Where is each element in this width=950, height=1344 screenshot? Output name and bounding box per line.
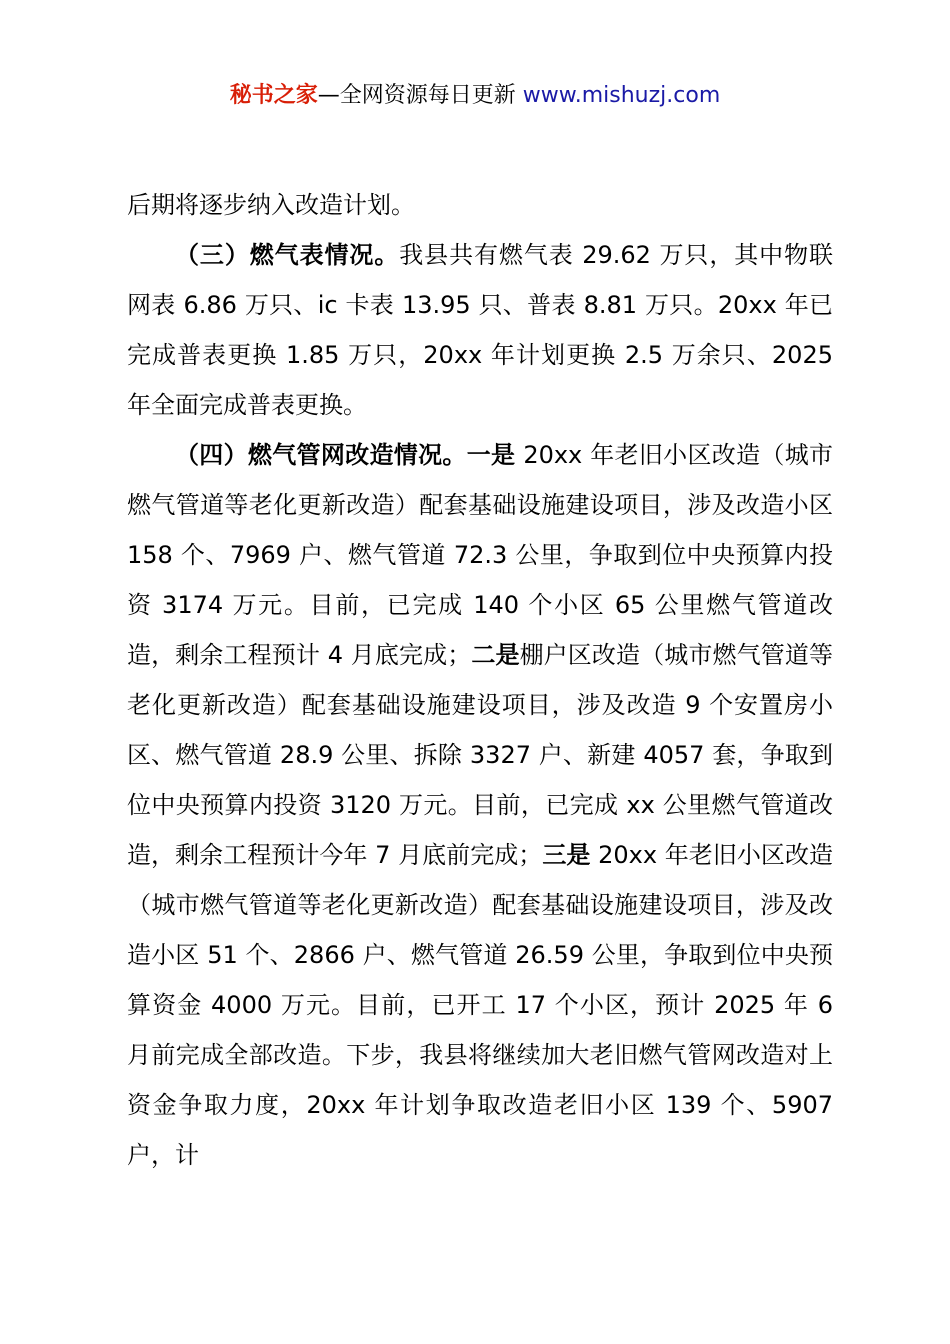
header-slogan: —全网资源每日更新 — [317, 83, 523, 108]
list-lead: 三是 — [542, 841, 591, 869]
list-lead: 二是 — [471, 641, 520, 669]
paragraph-text: 20xx 年老旧小区改造（城市燃气管道等老化更新改造）配套基础设施建设项目，涉及改造小区 51 个、2866 户、燃气管道 26.59 公里，争取到位中央预算资金 4000 万元。目前，已开工 17 个小区，预计 2025 年 6 月前完成全部改造。下步，我县将继续加大老旧燃气管网改造对上资金争取力度，20xx 年计划争取改造老旧小区 139 个、5907 户，计 — [127, 841, 834, 1169]
paragraph-text: 我县共有燃气表 29.62 万只，其中物联网表 6.86 万只、ic 卡表 13.95 只、普表 8.81 万只。20xx 年已完成普表更换 1.85 万只，20xx 年计划更换 2.5 万余只、2025 年全面完成普表更换。 — [127, 241, 833, 419]
document-body — [127, 180, 833, 1180]
paragraph-text: 后期将逐步纳入改造计划。 — [127, 191, 415, 219]
paragraph-gas-meters — [127, 230, 833, 430]
paragraph-pipeline-renovation — [127, 430, 833, 1180]
brand-name: 秘书之家 — [229, 83, 318, 108]
site-url-link[interactable]: www.mishuzj.com — [522, 83, 721, 108]
paragraph-continuation — [127, 180, 833, 230]
site-header — [0, 80, 950, 112]
paragraph-text: 20xx 年老旧小区改造（城市燃气管道等老化更新改造）配套基础设施建设项目，涉及改造小区 158 个、7969 户、燃气管道 72.3 公里，争取到位中央预算内投资 3174 万元。目前，已完成 140 个小区 65 公里燃气管道改造，剩余工程预计 4 月底完成； — [127, 441, 834, 669]
list-lead: 一是 — [466, 441, 516, 469]
section-heading: （三）燃气表情况。 — [175, 241, 400, 269]
paragraph-text: 棚户区改造（城市燃气管道等老化更新改造）配套基础设施建设项目，涉及改造 9 个安置房小区、燃气管道 28.9 公里、拆除 3327 户、新建 4057 套，争取到位中央预算内投资 3120 万元。目前，已完成 xx 公里燃气管道改造，剩余工程预计今年 7 月底前完成； — [127, 641, 833, 869]
section-heading: （四）燃气管网改造情况。 — [175, 441, 467, 469]
